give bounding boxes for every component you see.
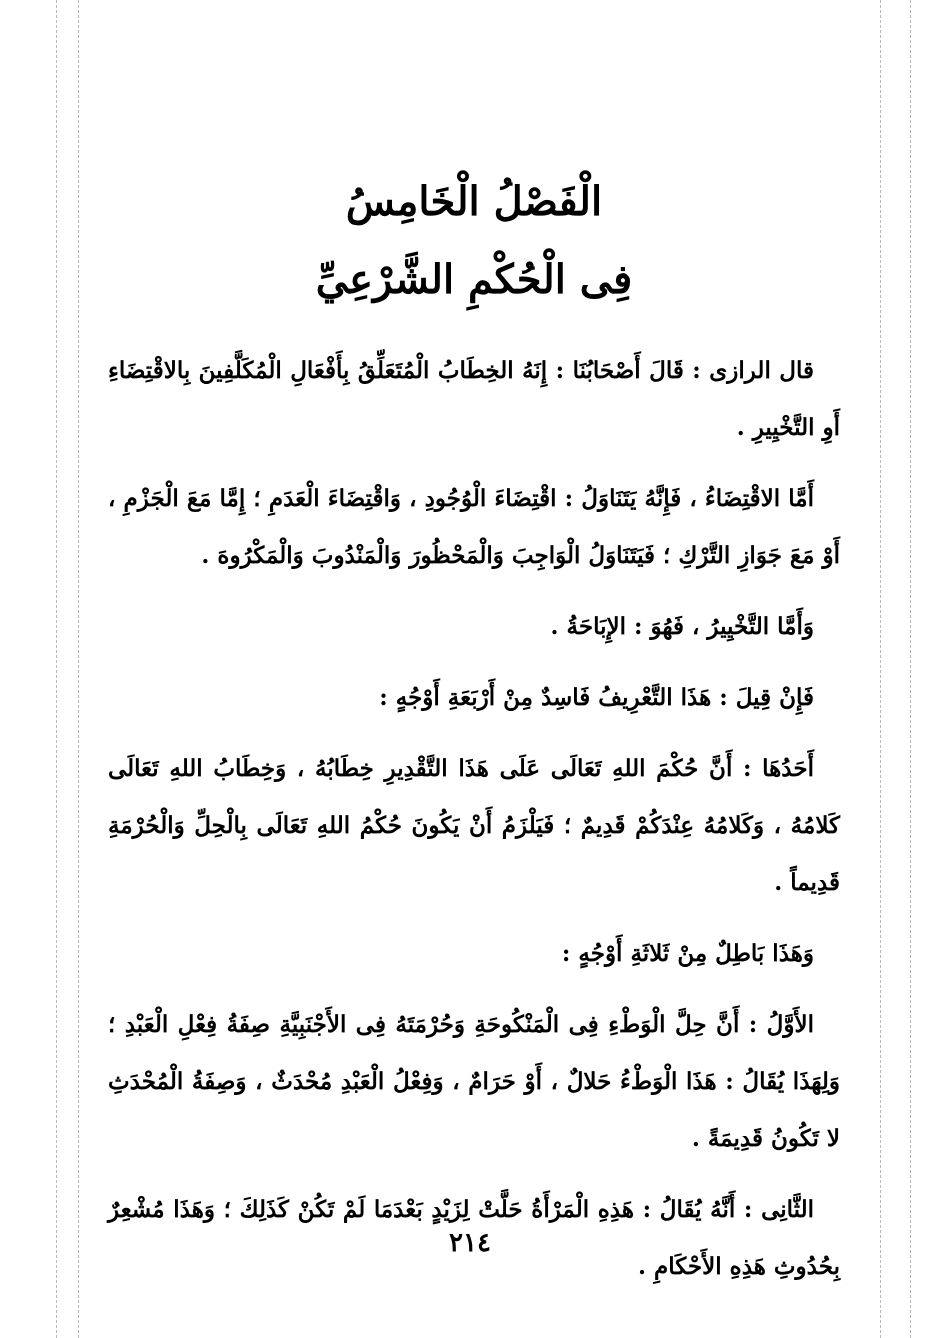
- paragraph: أَحَدُهَا : أَنَّ حُكْمَ اللهِ تَعَالَى عَلَى هَذَا التَّقْدِيرِ خِطَابُهُ ، وَخِطَابُ اللهِ تَعَالَى كَلامُهُ ، وَكَلامُهُ عِنْدَكُمْ قَدِيمٌ ؛ فَيَلْزَمُ أَنْ يَكُونَ حُكْمُ اللهِ تَعَالَى بِالْحِلِّ وَالْحُرْمَةِ قَدِيماً .: [108, 755, 840, 896]
- chapter-title: الْفَصْلُ الْخَامِسُ: [345, 178, 603, 225]
- page-number: ٢١٤: [449, 1228, 491, 1258]
- paragraph: قال الرازى : قَالَ أَصْحَابُنَا : إِنَهُ الخِطَابُ الْمُتَعَلِّقُ بِأَفْعَالِ الْمُكَلَّفِينَ بِالاقْتِضَاءِ أَوِ التَّخْيِيرِ .: [108, 357, 840, 441]
- paragraph: فَإِنْ قِيلَ : هَذَا التَّعْرِيفُ فَاسِدٌ مِنْ أَرْبَعَةِ أَوْجُهٍ :: [379, 684, 814, 711]
- chapter-subtitle: فِى الْحُكْمِ الشَّرْعِيِّ: [315, 256, 633, 303]
- paragraph: وَأَمَّا التَّخْيِيرُ ، فَهُوَ : الإِبَاحَةُ .: [550, 613, 814, 640]
- scan-margin-line: [880, 0, 881, 1338]
- paragraph: أَمَّا الاقْتِضَاءُ ، فَإِنَّهُ يَتَنَاوَلُ : اقْتِضَاءَ الْوُجُودِ ، وَاقْتِضَاءَ الْعَدَمِ ؛ إِمَّا مَعَ الْجَزْمِ ، أَوْ مَعَ جَوَازِ التَّرْكِ ؛ فَيَتَنَاوَلُ الْوَاجِبَ وَالْمَحْظُورَ وَالْمَنْدُوبَ وَالْمَكْرُوهَ .: [108, 485, 840, 569]
- paragraph: الثَّانِى : أَنَّهُ يُقَالُ : هَذِهِ الْمَرْأَةُ حَلَّتْ لِزَيْدٍ بَعْدَمَا لَمْ تَكُنْ كَذَلِكَ ؛ وَهَذَا مُشْعِرٌ بِحُدُوثِ هَذِهِ الأَحْكَامِ .: [108, 1196, 840, 1280]
- paragraph: وَهَذَا بَاطِلٌ مِنْ ثَلاثَةِ أَوْجُهٍ :: [561, 940, 814, 967]
- scan-margin-line: [56, 0, 57, 1338]
- paragraph: الأَوَّلُ : أَنَّ حِلَّ الْوَطْءِ فِى الْمَنْكُوحَةِ وَحُرْمَتَهُ فِى الأَجْنَبِيَّةِ صِفَةُ فِعْلِ الْعَبْدِ ؛ وَلِهَذَا يُقَالُ : هَذَا الْوَطْءُ حَلالٌ ، أَوْ حَرَامٌ ، وَفِعْلُ الْعَبْدِ مُحْدَثٌ ، وَصِفَةُ الْمُحْدَثِ لا تَكُونُ قَدِيمَةً .: [108, 1011, 840, 1152]
- page-body: [108, 170, 840, 1309]
- scan-margin-line: [78, 0, 79, 1338]
- scan-margin-line: [910, 0, 911, 1338]
